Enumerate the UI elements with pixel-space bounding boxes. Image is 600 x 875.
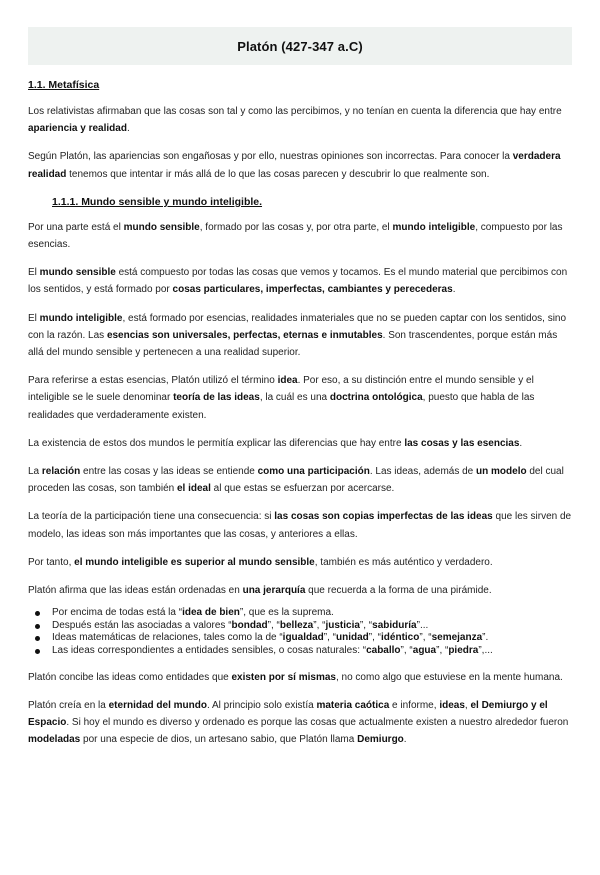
bold-text: mundo sensible [39,267,116,279]
text: , compuesto por las esencias. [28,221,563,251]
paragraph-demiurgo [28,697,572,749]
bold-text: semejanza [431,632,483,644]
text: Platón afirma que las ideas están ordenadas en [28,585,243,597]
text: ”, “ [436,645,449,657]
bold-text: existen por sí mismas [231,671,336,683]
text: ”, “ [368,632,382,644]
bold-text: verdadera realidad [28,151,561,180]
bold-text: doctrina ontológica [329,392,423,404]
text: ”,... [478,645,493,657]
document-page [0,27,600,875]
text: ”, que es la suprema. [239,607,334,619]
bold-text: mundo inteligible [39,312,123,324]
text: al que estas se esfuerzan por acercarse. [210,483,395,495]
bold-text: ideas [439,699,465,711]
text: , está formado por esencias, realidades inmateriales que no se pueden captar con los sentidos, sino con la razón. Las [28,312,567,341]
bold-text: modeladas [28,734,81,746]
bold-text: mundo sensible [123,221,200,233]
paragraph-por-tanto [28,554,572,571]
page-title: Platón (427-347 a.C) [237,38,363,54]
text: . [126,123,130,135]
text: está compuesto por todas las cosas que vemos y tocamos. Es el mundo material que percibimos con los sentidos, y está formado por [28,267,568,296]
bold-text: cosas particulares, imperfectas, cambiantes y perecederas [172,284,453,296]
text: . Las ideas, además de [369,466,477,478]
text: ”, “ [313,619,326,631]
text: Los relativistas afirmaban que las cosas son tal y como las percibimos, y no tenían en cuenta la diferencia que hay entre [28,106,562,117]
text: Por encima de todas está la “ [52,607,183,619]
bold-text: justicia [325,619,360,631]
bold-text: bondad [231,619,268,631]
bold-text: las cosas y las esencias [404,437,520,449]
paragraph-existen-por-si [28,669,572,686]
text: . [452,284,456,296]
bold-text: el ideal [176,483,211,495]
text: que les sirven de modelo, las ideas son más importantes que las cosas, y anteriores a ellas. [28,511,572,540]
text: . Son trascendentes, porque están más allá del mundo sensible y pertenecen a una realidad superior. [28,329,558,359]
text: , no como algo que estuviese en la mente humana. [335,671,563,683]
bold-text: igualdad [282,632,324,644]
text: La existencia de estos dos mundos le permitía explicar las diferencias que hay entre [28,437,405,449]
title-bar [28,27,572,65]
text: ”... [416,619,429,631]
bold-text: belleza [279,619,314,631]
text: Las ideas correspondientes a entidades sensibles, o cosas naturales: “ [52,645,367,657]
subsection-heading-mundos: 1.1.1. Mundo sensible y mundo inteligible. [52,195,263,208]
text: Para referirse a estas esencias, Platón utilizó el término [28,375,278,387]
paragraph-mundo-inteligible [28,310,572,362]
text: tenemos que intentar ir más allá de lo que las cosas parecen y descubrir lo que realmente son. [66,168,490,180]
text: Por tanto, [28,556,75,568]
text: . Si hoy el mundo es diverso y ordenado es porque las cosas que actualmente existen a nuestro alrededor fueron [66,717,569,729]
text: Platón creía en la [28,699,109,711]
text: El [28,267,40,279]
text: , [464,699,471,711]
paragraph-apariencias [28,148,572,182]
bold-text: idea de bien [182,607,240,619]
text: El [28,312,40,324]
bold-text: piedra [448,645,479,657]
text: entre las cosas y las ideas se entiende [80,466,258,478]
text: . Al principio solo existía [206,699,317,711]
paragraph-mundo-sensible [28,264,572,298]
bold-text: un modelo [476,466,527,478]
text: ”. [482,632,489,644]
list-item [28,645,572,658]
bold-text: como una participación [257,466,370,478]
text: , puesto que habla de las realidades que verdaderamente existen. [28,392,535,421]
text: que recuerda a la forma de una pirámide. [305,585,492,597]
text: Por una parte está el [28,221,124,233]
bold-text: las cosas son copias imperfectas de las ideas [274,511,493,523]
text: . [519,437,523,449]
bold-text: mundo inteligible [392,221,476,233]
text: , formado por las cosas y, por otra parte, el [199,221,393,233]
bold-text: idea [277,375,298,387]
text: ”, “ [267,619,280,631]
text: La teoría de la participación tiene una consecuencia: si [28,511,275,523]
bold-text: idéntico [381,632,420,644]
bold-text: esencias son universales, perfectas, eternas e inmutables [106,329,383,341]
paragraph-existencia [28,435,572,452]
bold-text: una jerarquía [242,585,306,597]
text: , la cuál es una [259,392,330,404]
text: Ideas matemáticas de relaciones, tales como la de “ [52,632,283,644]
bold-text: materia caótica [316,699,390,711]
bold-text: el Demiurgo y el Espacio [28,699,548,729]
ideas-hierarchy-list [28,607,572,657]
bold-text: teoría de las ideas [173,392,260,404]
paragraph-dos-mundos [28,219,572,253]
text: ”, “ [359,619,373,631]
section-heading-metafisica: 1.1. Metafísica [28,79,100,91]
text: . Por eso, a su distinción entre el mundo sensible y el inteligible se le suele denominar [28,375,534,404]
list-item [28,607,572,620]
text: ”, “ [323,632,337,644]
text: Después están las asociadas a valores “ [52,619,232,631]
paragraph-relacion [28,463,572,497]
list-item [28,620,572,633]
text: del cual proceden las cosas, son también [28,466,564,495]
bold-text: sabiduría [372,619,417,631]
text: . [403,734,407,746]
bold-text: eternidad del mundo [108,699,207,711]
bold-text: apariencia y realidad [28,123,127,135]
bold-text: relación [41,466,81,478]
paragraph-idea [28,372,572,424]
text: Según Platón, las apariencias son engañosas y por ello, nuestras opiniones son incorrectas. Para conocer la [28,151,513,163]
text: por una especie de dios, un artesano sabio, que Platón llama [80,734,358,746]
text: ”, “ [400,645,413,657]
bold-text: Demiurgo [357,734,404,746]
text: Platón concibe las ideas como entidades que [28,671,232,683]
text: ”, “ [419,632,432,644]
bold-text: unidad [336,632,369,644]
bold-text: el mundo inteligible es superior al mundo sensible [74,556,315,568]
paragraph-participacion [28,508,572,542]
text: e informe, [389,699,440,711]
list-item [28,632,572,645]
text: , también es más auténtico y verdadero. [314,556,493,568]
text: La [28,466,42,478]
paragraph-jerarquia [28,582,572,599]
paragraph-relativistas [28,103,572,137]
bold-text: agua [412,645,437,657]
bold-text: caballo [366,645,401,657]
